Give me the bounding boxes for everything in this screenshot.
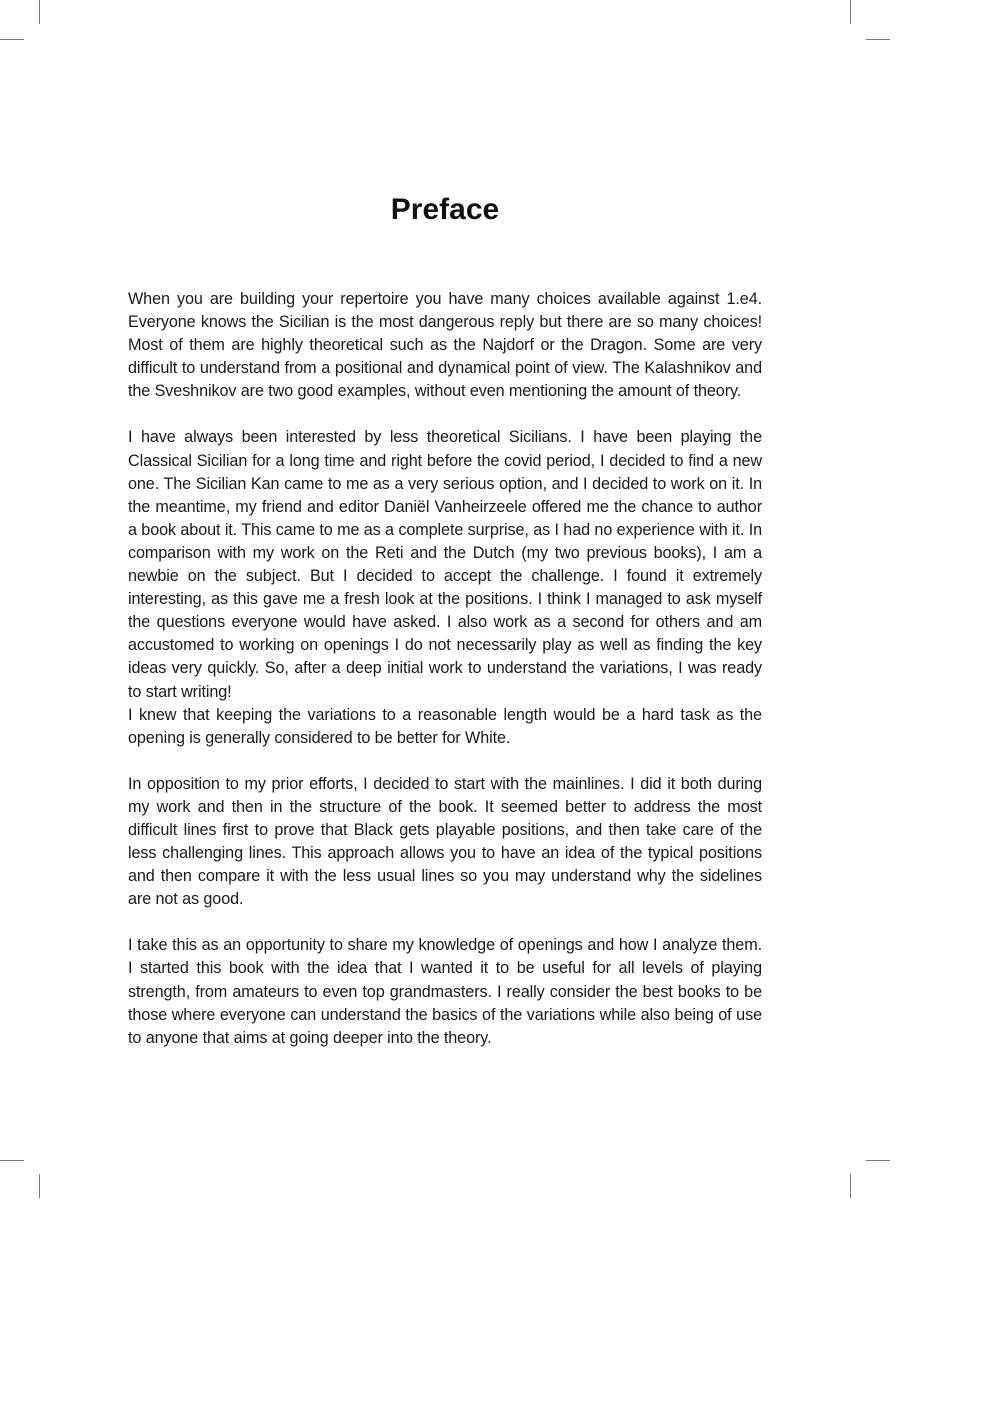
paragraph-4: I take this as an opportunity to share my knowledge of openings and how I analyze them. I started this book with the idea that I wanted it to be useful for all levels of playing strength, from amateurs to even top grandmasters. I really consider the best books to be those where everyone can understand the basics of the variations while also being of use to anyone that aims at going deeper into the theory. [128,936,762,1047]
paragraph-2 [128,426,762,749]
crop-mark-bottom-right-vertical [850,1174,851,1198]
crop-mark-bottom-left-horizontal [0,1160,24,1161]
paragraph-1: When you are building your repertoire you have many choices available against 1.e4. Everyone knows the Sicilian is the most dangerous reply but there are so many choices! Most of them are highly theoretical such as the Najdorf or the Dragon. Some are very difficult to understand from a positional and dynamical point of view. The Kalashnikov and the Sveshnikov are two good examples, without even mentioning the amount of theory. [128,290,762,401]
crop-mark-top-left-vertical [39,0,40,24]
paragraph-2-continuation: I knew that keeping the variations to a reasonable length would be a hard task as the opening is generally considered to be better for White. [128,705,762,747]
crop-mark-top-right-vertical [850,0,851,24]
preface-body [128,288,762,1073]
paragraph-2-text: I have always been interested by less theoretical Sicilians. I have been playing the Classical Sicilian for a long time and right before the covid period, I decided to find a new one. The Sicilian Kan came to me as a very serious option, and I decided to work on it. In the meantime, my friend and editor Daniël Vanheirzeele offered me the chance to author a book about it. This came to me as a complete surprise, as I had no experience with it. In comparison with my work on the Reti and the Dutch (my two previous books), I am a newbie on the subject. But I decided to accept the challenge. I found it extremely interesting, as this gave me a fresh look at the positions. I think I managed to ask myself the questions everyone would have asked. I also work as a second for others and am accustomed to working on openings I do not necessarily play as well as finding the key ideas very quickly. So, after a deep initial work to understand the variations, I was ready to start writing! [128,428,762,701]
crop-mark-bottom-left-vertical [39,1174,40,1198]
crop-mark-bottom-right-horizontal [866,1160,890,1161]
page-title: Preface [390,193,500,226]
crop-mark-top-left-horizontal [0,39,24,40]
crop-mark-top-right-horizontal [866,39,890,40]
paragraph-3: In opposition to my prior efforts, I decided to start with the mainlines. I did it both during my work and then in the structure of the book. It seemed better to address the most difficult lines first to prove that Black gets playable positions, and then take care of the less challenging lines. This approach allows you to have an idea of the typical positions and then compare it with the less usual lines so you may understand why the sidelines are not as good. [128,774,762,909]
